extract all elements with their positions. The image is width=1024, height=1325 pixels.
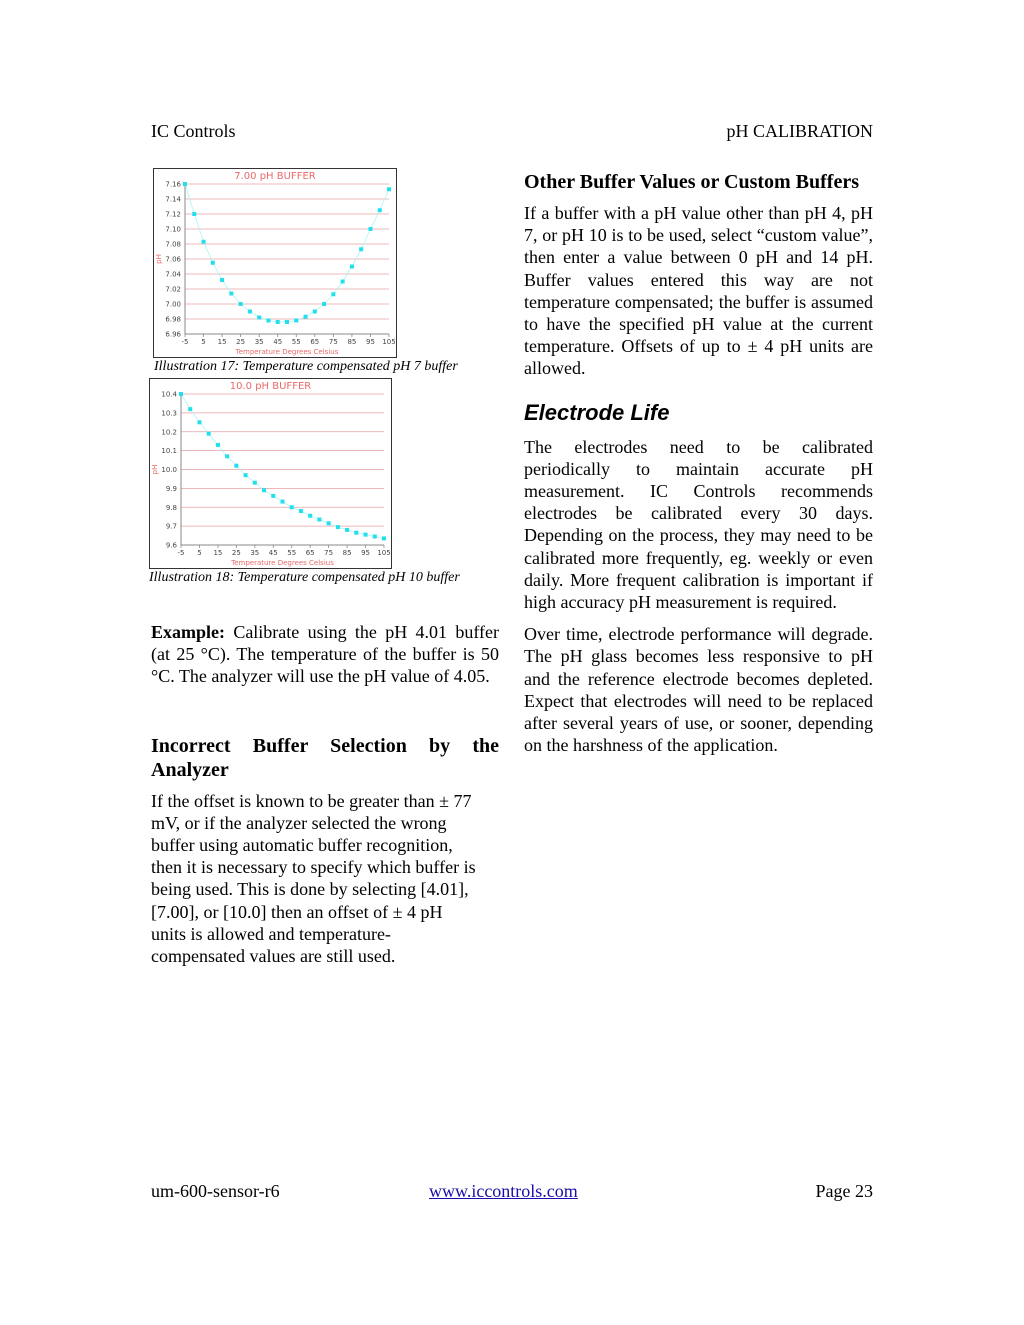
data-point bbox=[308, 514, 312, 518]
header-right: pH CALIBRATION bbox=[726, 121, 873, 141]
y-tick-label: 10.1 bbox=[161, 447, 177, 456]
x-tick-label: 5 bbox=[197, 549, 202, 557]
data-point bbox=[248, 310, 252, 314]
footer-page-number: Page 23 bbox=[815, 1181, 873, 1201]
y-tick-label: 9.8 bbox=[165, 503, 177, 512]
x-tick-label: 55 bbox=[291, 338, 301, 346]
x-tick-label: 35 bbox=[254, 338, 264, 346]
y-tick-label: 7.16 bbox=[165, 180, 181, 189]
data-point bbox=[327, 521, 331, 525]
data-point bbox=[271, 494, 275, 498]
example-label: Example: bbox=[151, 622, 225, 642]
right-column bbox=[524, 170, 873, 766]
data-point bbox=[290, 505, 294, 509]
chart-frame bbox=[150, 379, 392, 569]
figure-17-caption: Illustration 17: Temperature compensated pH 7 buffer bbox=[154, 359, 458, 374]
y-tick-label: 9.9 bbox=[165, 484, 177, 493]
y-tick-label: 7.00 bbox=[165, 300, 181, 309]
x-tick-label: 65 bbox=[305, 549, 315, 557]
y-tick-label: 7.10 bbox=[165, 225, 181, 234]
example-paragraph bbox=[151, 621, 499, 688]
electrode-life-paragraph-1: The electrodes need to be calibrated periodically to maintain accurate pH measurement. IC Controls recommends electrodes be calibrated every 30 days. Depending on the process, they may need to be calibrated more frequently, eg. weekly or even daily. More frequent calibration is important if high accuracy pH measurement is required. bbox=[524, 436, 873, 613]
electrode-life-heading: Electrode Life bbox=[524, 399, 670, 425]
ph10-buffer-chart bbox=[149, 378, 392, 569]
data-point bbox=[192, 212, 196, 216]
data-point bbox=[266, 319, 270, 323]
other-buffer-text: If a buffer with a pH value other than pH 4, pH 7, or pH 10 is to be used, select “custom value”, then enter a value between 0 pH and 14 pH. Buffer values entered this way are not temperature compensated; the buffer is assumed to have the specified pH value at the current temperature. Offsets of up to ± 4 pH units are allowed. bbox=[524, 203, 873, 379]
header-left: IC Controls bbox=[151, 121, 236, 141]
data-point bbox=[188, 407, 192, 411]
x-tick-label: 75 bbox=[328, 338, 338, 346]
data-point bbox=[183, 182, 187, 186]
data-point bbox=[364, 533, 368, 537]
data-point bbox=[341, 280, 345, 284]
data-point bbox=[207, 432, 211, 436]
x-tick-label: 55 bbox=[287, 549, 297, 557]
data-point bbox=[354, 531, 358, 535]
data-point bbox=[253, 481, 257, 485]
other-buffer-heading: Other Buffer Values or Custom Buffers bbox=[524, 171, 859, 193]
x-tick-label: 25 bbox=[231, 549, 241, 557]
data-point bbox=[350, 265, 354, 269]
data-point bbox=[211, 261, 215, 265]
x-tick-label: 85 bbox=[347, 338, 357, 346]
data-point bbox=[179, 392, 183, 396]
y-tick-label: 7.04 bbox=[165, 270, 181, 279]
data-point bbox=[216, 443, 220, 447]
y-tick-label: 6.98 bbox=[165, 315, 181, 324]
left-column bbox=[151, 621, 499, 977]
y-tick-label: 10.4 bbox=[161, 390, 177, 399]
y-tick-label: 9.7 bbox=[165, 522, 177, 531]
incorrect-buffer-heading: Incorrect Buffer Selection by the Analyzer bbox=[151, 734, 499, 781]
x-tick-label: 95 bbox=[361, 549, 371, 557]
chart-title: 7.00 pH BUFFER bbox=[234, 171, 316, 182]
data-point bbox=[197, 420, 201, 424]
data-point bbox=[244, 473, 248, 477]
figure-18-caption: Illustration 18: Temperature compensated pH 10 buffer bbox=[149, 570, 460, 585]
data-point bbox=[285, 320, 289, 324]
data-point bbox=[331, 292, 335, 296]
y-tick-label: 10.3 bbox=[161, 409, 177, 418]
x-tick-label: 105 bbox=[377, 549, 391, 557]
y-tick-label: 7.06 bbox=[165, 255, 181, 264]
x-tick-label: 45 bbox=[273, 338, 283, 346]
data-point bbox=[257, 316, 261, 320]
data-point bbox=[378, 208, 382, 212]
data-point bbox=[225, 454, 229, 458]
data-point bbox=[322, 302, 326, 306]
data-point bbox=[239, 302, 243, 306]
data-point bbox=[220, 278, 224, 282]
footer-document-id: um-600-sensor-r6 bbox=[151, 1181, 280, 1201]
example-text: Calibrate using the pH 4.01 buffer (at 25 °C). The temperature of the buffer is 50 °C. The analyzer will use the pH value of 4.05. bbox=[151, 622, 499, 687]
data-point bbox=[294, 319, 298, 323]
chart-title: 10.0 pH BUFFER bbox=[229, 381, 312, 392]
y-tick-label: 6.96 bbox=[165, 330, 181, 339]
data-point bbox=[345, 528, 349, 532]
data-point bbox=[299, 509, 303, 513]
x-tick-label: 85 bbox=[342, 549, 352, 557]
data-point bbox=[387, 187, 391, 191]
data-point bbox=[202, 240, 206, 244]
y-tick-label: 7.08 bbox=[165, 240, 181, 249]
data-point bbox=[234, 464, 238, 468]
x-tick-label: 15 bbox=[213, 549, 223, 557]
y-tick-label: 10.2 bbox=[161, 428, 177, 437]
chart-frame bbox=[154, 169, 397, 358]
x-tick-label: -5 bbox=[177, 549, 185, 557]
y-axis-label: pH bbox=[151, 464, 159, 475]
data-point bbox=[336, 525, 340, 529]
x-axis-label: Temperature Degrees Celsius bbox=[231, 559, 334, 567]
x-tick-label: 65 bbox=[310, 338, 320, 346]
x-tick-label: 95 bbox=[365, 338, 375, 346]
x-tick-label: 45 bbox=[268, 549, 278, 557]
x-tick-label: 25 bbox=[236, 338, 246, 346]
data-point bbox=[313, 310, 317, 314]
data-point bbox=[229, 292, 233, 296]
x-tick-label: 5 bbox=[201, 338, 206, 346]
x-tick-label: 15 bbox=[217, 338, 227, 346]
incorrect-buffer-text: If the offset is known to be greater than ± 77 mV, or if the analyzer selected the wrong buffer using automatic buffer recognition, then it is necessary to specify which buffer is being used. This is done by selecting [4.01], [7.00], or [10.0] then an offset of ± 4 pH units is allowed and temperature-compensated values are still used. bbox=[151, 790, 476, 967]
y-tick-label: 7.02 bbox=[165, 285, 181, 294]
y-axis-label: pH bbox=[155, 254, 163, 264]
footer-website-link[interactable]: www.iccontrols.com bbox=[429, 1181, 578, 1201]
y-tick-label: 7.12 bbox=[165, 210, 181, 219]
data-point bbox=[304, 315, 308, 319]
data-point bbox=[382, 536, 386, 540]
data-point bbox=[276, 320, 280, 324]
x-tick-label: 105 bbox=[382, 338, 396, 346]
data-point bbox=[317, 518, 321, 522]
data-point bbox=[359, 247, 363, 251]
y-tick-label: 10.0 bbox=[161, 466, 177, 474]
ph7-buffer-chart bbox=[153, 168, 397, 358]
x-tick-label: -5 bbox=[181, 338, 189, 346]
data-point bbox=[368, 227, 372, 231]
y-tick-label: 9.6 bbox=[165, 541, 177, 550]
data-point bbox=[262, 488, 266, 492]
y-tick-label: 7.14 bbox=[165, 195, 181, 204]
data-point bbox=[373, 535, 377, 539]
x-tick-label: 35 bbox=[250, 549, 260, 557]
x-axis-label: Temperature Degrees Celsius bbox=[235, 348, 339, 356]
electrode-life-paragraph-2: Over time, electrode performance will degrade. The pH glass becomes less responsive to pH and the reference electrode becomes depleted. Expect that electrodes will need to be replaced after several years of use, or sooner, depending on the harshness of the application. bbox=[524, 624, 873, 756]
data-point bbox=[281, 500, 285, 504]
x-tick-label: 75 bbox=[324, 549, 334, 557]
